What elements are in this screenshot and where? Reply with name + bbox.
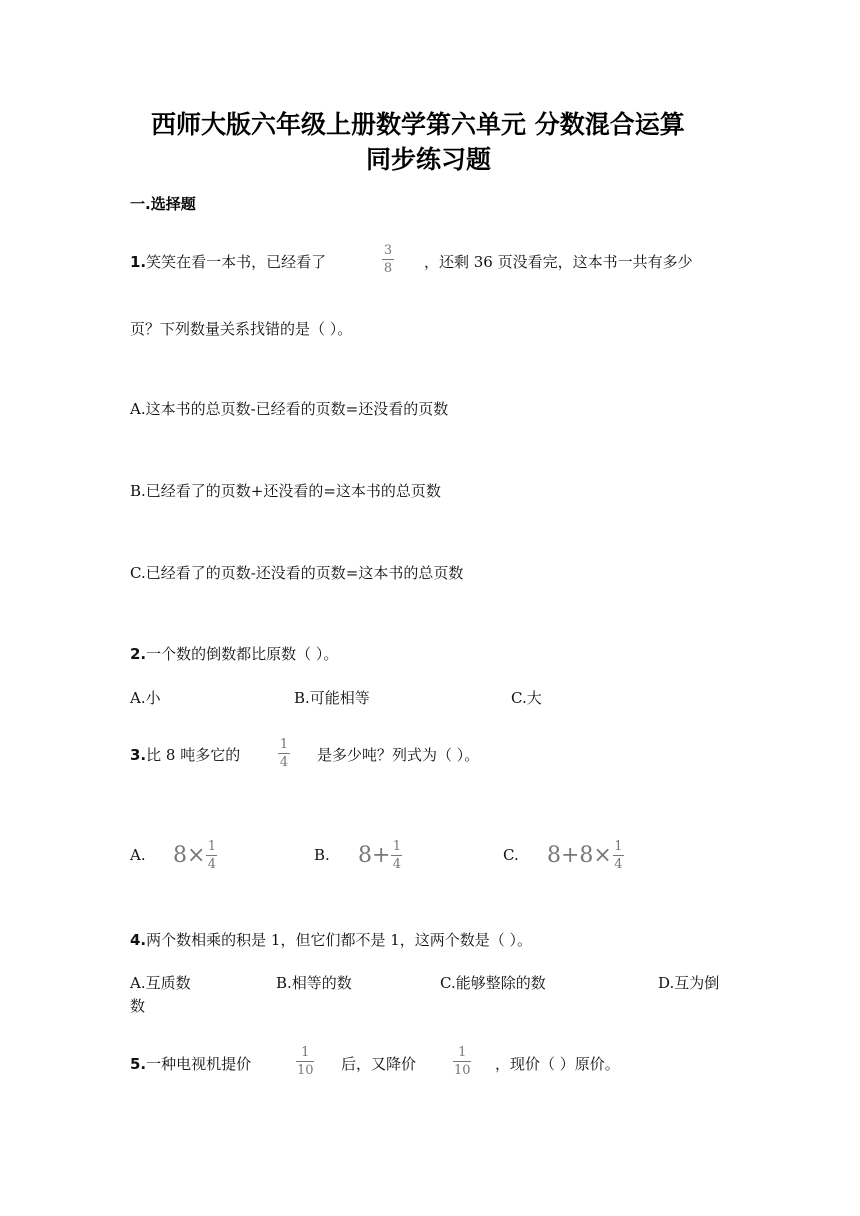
fraction <box>278 738 290 769</box>
fraction <box>382 244 394 275</box>
question-text: 一种电视机提价 <box>146 1055 252 1073</box>
option-text: 大 <box>526 689 542 707</box>
fraction-denominator: 10 <box>454 1063 471 1078</box>
option-b[interactable] <box>294 687 370 708</box>
option-text: 可能相等 <box>309 689 370 707</box>
option-a[interactable] <box>130 687 161 708</box>
question-text: 比 8 吨多它的 <box>146 746 241 764</box>
expression-prefix: 8+8× <box>547 843 612 868</box>
fraction-denominator: 10 <box>297 1063 314 1078</box>
question-1-line-2: 页？下列数量关系找错的是（ ）。 <box>130 320 353 338</box>
option-label: A. <box>130 400 146 418</box>
option-a[interactable] <box>130 398 448 419</box>
fraction-denominator: 8 <box>383 261 393 276</box>
option-text: 能够整除的数 <box>455 974 546 992</box>
question-5-line-1 <box>130 1053 251 1074</box>
question-number: 2. <box>130 645 147 663</box>
fraction-numerator: 1 <box>301 1045 310 1060</box>
question-2-line-1 <box>130 643 338 664</box>
fraction-bar <box>206 855 217 856</box>
option-text: 已经看了的页数+还没看的=这本书的总页数 <box>145 482 441 500</box>
fraction-bar <box>391 855 402 856</box>
question-text: 两个数相乘的积是 1，但它们都不是 1，这两个数是（ ）。 <box>146 931 533 949</box>
fraction-bar <box>278 753 290 754</box>
option-label: B. <box>294 689 310 707</box>
fraction-numerator: 3 <box>383 243 393 258</box>
option-c-label[interactable]: C. <box>503 846 519 864</box>
option-label: C. <box>440 974 456 992</box>
option-label: C. <box>511 689 527 707</box>
option-c-expression <box>547 840 624 871</box>
option-c[interactable] <box>511 687 542 708</box>
question-3-line-1 <box>130 744 240 765</box>
option-d-wrap: 数 <box>130 997 146 1015</box>
option-text: 互质数 <box>145 974 191 992</box>
question-text: 后，又降价 <box>341 1055 417 1073</box>
option-c[interactable] <box>440 972 546 993</box>
question-text: 一个数的倒数都比原数（ ）。 <box>146 645 339 663</box>
page-title-line-2: 同步练习题 <box>366 145 492 174</box>
fraction-numerator: 1 <box>207 839 217 854</box>
section-heading: 一.选择题 <box>130 195 196 213</box>
fraction <box>391 840 402 871</box>
question-text: 是多少吨？列式为（ ）。 <box>317 746 480 764</box>
question-number: 1. <box>130 253 147 271</box>
question-text: 笑笑在看一本书，已经看了 <box>146 253 327 271</box>
option-label: D. <box>658 974 675 992</box>
option-b[interactable] <box>130 480 441 501</box>
fraction-numerator: 1 <box>279 737 289 752</box>
option-label: A. <box>130 974 146 992</box>
option-text: 这本书的总页数-已经看的页数=还没看的页数 <box>145 400 449 418</box>
fraction-denominator: 4 <box>279 755 289 770</box>
fraction-numerator: 1 <box>614 839 623 854</box>
expression-prefix: 8+ <box>358 843 391 868</box>
fraction-denominator: 4 <box>614 857 623 872</box>
option-a-expression <box>173 840 217 871</box>
fraction-bar <box>382 259 394 260</box>
fraction-bar <box>296 1061 314 1062</box>
page-title-line-1: 西师大版六年级上册数学第六单元 分数混合运算 <box>151 110 685 139</box>
option-label: C. <box>130 564 146 582</box>
fraction <box>613 840 624 871</box>
option-b-expression <box>358 840 402 871</box>
question-text: ，现价（ ）原价。 <box>495 1055 620 1073</box>
option-label: B. <box>276 974 292 992</box>
fraction-bar <box>453 1061 471 1062</box>
fraction <box>453 1046 472 1077</box>
option-label: B. <box>130 482 146 500</box>
option-c[interactable] <box>130 562 463 583</box>
fraction-numerator: 1 <box>392 839 402 854</box>
option-label: A. <box>130 689 146 707</box>
option-b-label[interactable]: B. <box>314 846 330 864</box>
fraction <box>296 1046 315 1077</box>
question-1-line-1 <box>130 251 326 272</box>
question-number: 4. <box>130 931 147 949</box>
option-text: 相等的数 <box>291 974 352 992</box>
option-text: 互为倒 <box>674 974 720 992</box>
option-a-label[interactable]: A. <box>130 846 146 864</box>
option-d[interactable] <box>658 972 719 993</box>
question-number: 5. <box>130 1055 147 1073</box>
question-number: 3. <box>130 746 147 764</box>
fraction-denominator: 4 <box>207 857 217 872</box>
option-b[interactable] <box>276 972 352 993</box>
option-a[interactable] <box>130 972 191 993</box>
fraction-denominator: 4 <box>392 857 402 872</box>
question-4-line-1 <box>130 929 532 950</box>
fraction-numerator: 1 <box>458 1045 467 1060</box>
question-text: ，还剩 36 页没看完，这本书一共有多少 <box>424 253 693 271</box>
fraction-bar <box>613 855 624 856</box>
option-text: 已经看了的页数-还没看的页数=这本书的总页数 <box>145 564 464 582</box>
option-text: 小 <box>145 689 161 707</box>
expression-prefix: 8× <box>173 843 206 868</box>
fraction <box>206 840 217 871</box>
